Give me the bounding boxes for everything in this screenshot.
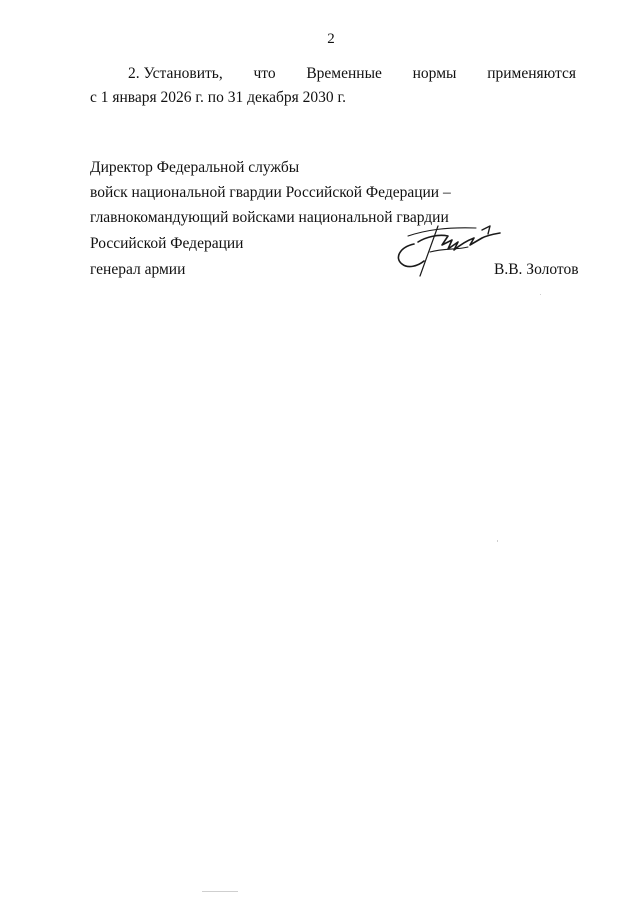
signatory-rank: генерал армии: [90, 261, 186, 278]
paragraph-word: применяются: [487, 65, 576, 82]
signatory-position-line: Российской Федерации: [90, 235, 244, 252]
paragraph-first-line: [128, 65, 576, 83]
page-number: 2: [327, 31, 335, 47]
scan-speck: [497, 540, 498, 542]
handwritten-signature-icon: [386, 214, 506, 278]
paragraph-word: Временные: [306, 65, 382, 82]
signatory-position-line: войск национальной гвардии Российской Федерации –: [90, 184, 451, 201]
scan-speck: [540, 294, 541, 295]
paragraph-second-line: с 1 января 2026 г. по 31 декабря 2030 г.: [90, 89, 347, 106]
paragraph-word: нормы: [412, 65, 457, 82]
signatory-position-line: главнокомандующий войсками национальной гвардии: [90, 209, 449, 226]
signatory-name: В.В. Золотов: [494, 261, 579, 278]
paragraph-word: что: [253, 65, 276, 82]
signatory-position-line: Директор Федеральной службы: [90, 159, 300, 176]
scan-speck: [202, 891, 238, 892]
paragraph-word: 2. Установить,: [128, 65, 223, 82]
